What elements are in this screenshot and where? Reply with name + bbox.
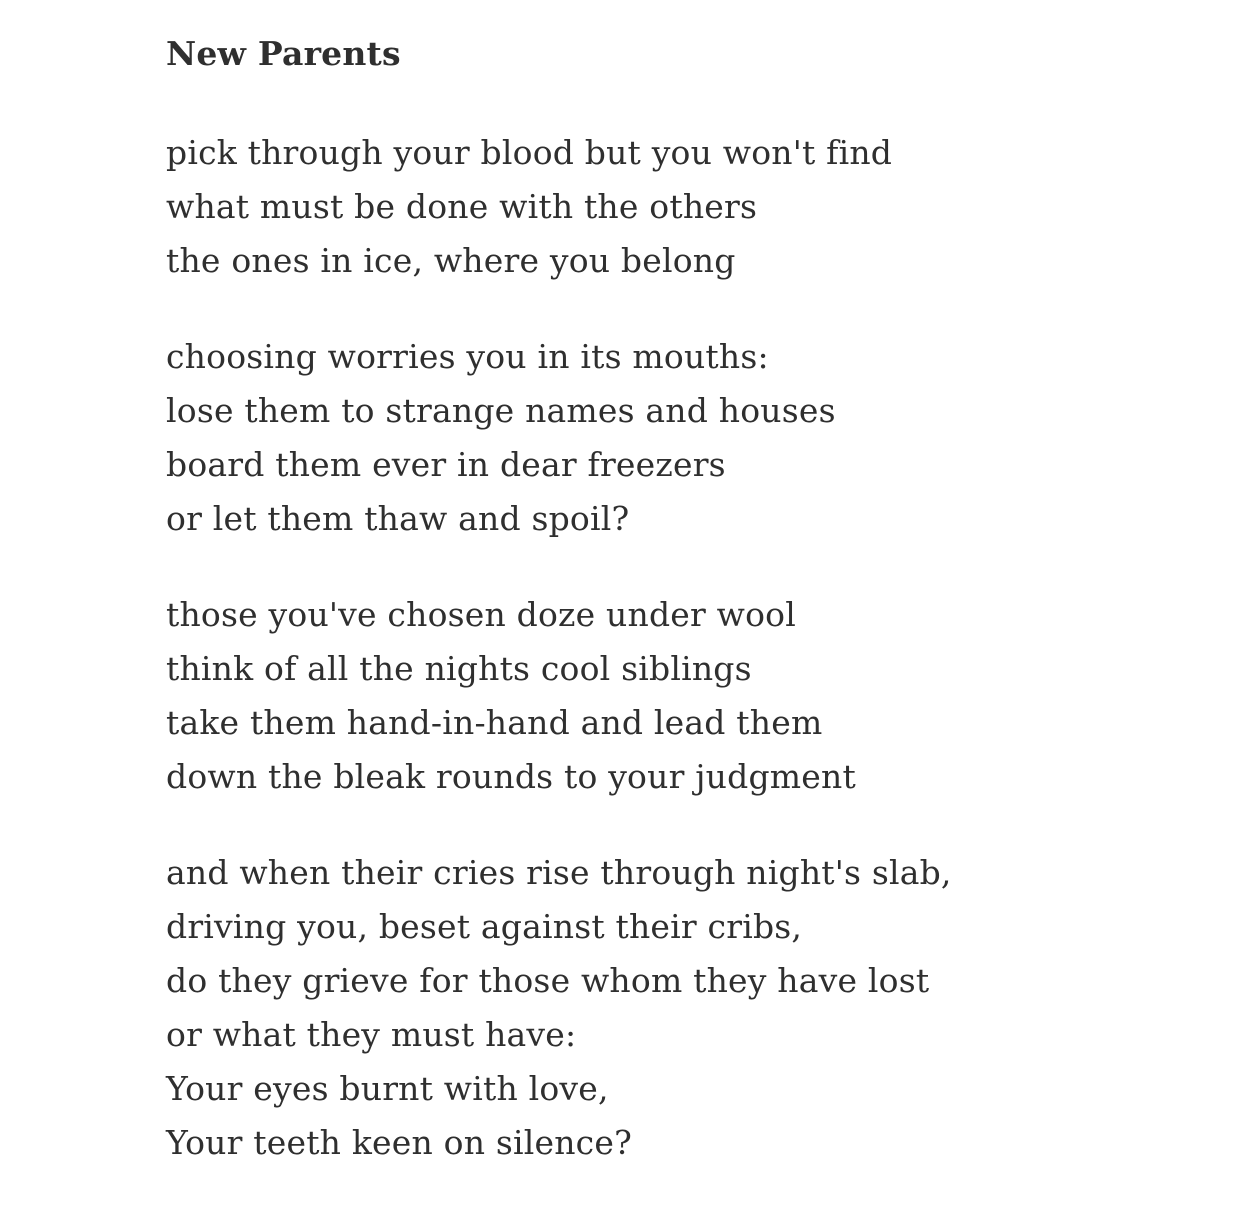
poem (166, 30, 1166, 1212)
poem-line: take them hand-in-hand and lead them (166, 703, 823, 742)
poem-line: do they grieve for those whom they have lost (166, 961, 930, 1000)
poem-line: or let them thaw and spoil? (166, 499, 630, 538)
poem-line: think of all the nights cool siblings (166, 649, 752, 688)
poem-line: Your teeth keen on silence? (166, 1123, 632, 1162)
poem-line: Your eyes burnt with love, (166, 1069, 609, 1108)
poem-line: those you've chosen doze under wool (166, 595, 797, 634)
poem-line: pick through your blood but you won't find (166, 133, 893, 172)
poem-line: and when their cries rise through night's slab, (166, 853, 952, 892)
stanza-2 (166, 330, 1166, 546)
poem-line: down the bleak rounds to your judgment (166, 757, 856, 796)
poem-line: lose them to strange names and houses (166, 391, 836, 430)
stanza-4 (166, 846, 1166, 1170)
stanza-3 (166, 588, 1166, 804)
poem-line: or what they must have: (166, 1015, 577, 1054)
poem-title: New Parents (166, 34, 401, 73)
poem-line: board them ever in dear freezers (166, 445, 726, 484)
poem-line: what must be done with the others (166, 187, 758, 226)
poem-line: the ones in ice, where you belong (166, 241, 736, 280)
poem-line: choosing worries you in its mouths: (166, 337, 769, 376)
stanza-1 (166, 126, 1166, 288)
poem-line: driving you, beset against their cribs, (166, 907, 803, 946)
